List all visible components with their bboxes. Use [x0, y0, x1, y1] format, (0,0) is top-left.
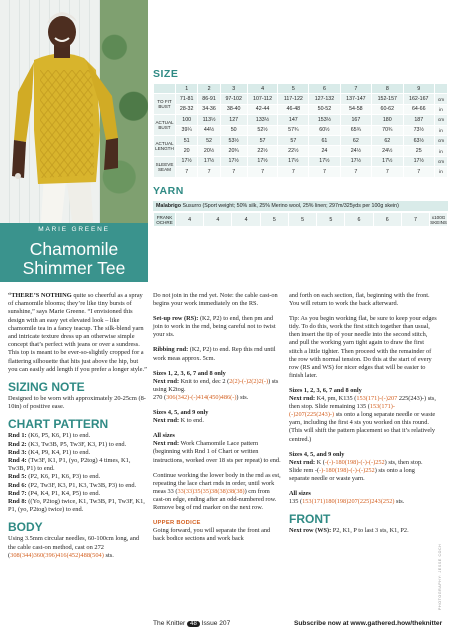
front-heading: FRONT — [289, 512, 331, 527]
table-row: SLEEVE SEAM 17½ 17½ 17½ 17½ 17½ 17½ 17½ 17½ 17½ cm — [154, 156, 448, 166]
paragraph: Continue working the lower body in the rnd as est, repeating the lace chart rnds in order, until work meas 33 (33(33)35(35)38(38)38(38)) cm from cast-on edge, ending after an odd-numbered row. Remove beg of rnd marker on the next row. — [153, 471, 281, 511]
model-photo — [0, 0, 148, 236]
pattern-row: Rnd 2: (K3, Tw3B, P5, Tw3F, K3, P1) to end. — [8, 440, 127, 448]
paragraph: All sizes Next rnd: Work Chamomile Lace pattern (beginning with Rnd 1 of Chart or written instructions, worked over 18 sts per repeat) to end. — [153, 432, 281, 464]
subscribe-link[interactable]: Subscribe now at www.gathered.how/theknitter — [294, 620, 443, 627]
pattern-row: Rnd 3: (K4, P9, K4, P1) to end. — [8, 448, 91, 456]
title-banner — [0, 236, 148, 282]
body-heading: BODY — [8, 520, 43, 535]
instructions-column-2 — [153, 292, 281, 550]
yarn-table — [153, 212, 448, 227]
page-footer — [153, 620, 448, 627]
magazine-name: The Knitter — [153, 620, 186, 627]
pattern-title — [0, 236, 148, 278]
paragraph: Next row (WS): P2, K1, P to last 3 sts, K1, P2. — [289, 527, 409, 535]
upper-bodice-heading: UPPER BODICE — [153, 520, 201, 527]
page-number: 48 — [187, 621, 200, 627]
pattern-row: Rnd 6: (P2, Tw3F, K3, P1, K3, Tw3B, P3) to end. — [8, 481, 137, 489]
paragraph: Going forward, you will separate the front and back bodice sections and work back — [153, 527, 271, 543]
size-number-row: 1 2 3 4 5 6 7 8 9 — [154, 84, 448, 94]
yarn-description: Malabrigo Susurro (Sport weight; 50% silk, 25% Merino wool, 25% linen; 297m/325yds per 100g skein) — [153, 201, 448, 212]
intro-text: quite so cheerful as a spray of chamomile blooms; they’re like tiny bursts of sunshine,” says Marie Greene. “I envisioned this design with an easy yet elevated look – like chamomile tea in a fancy teacup. The silk-blend yarn and intricate texture dress up an otherwise simple concept that’s perfect with jeans or over a sundress. This top is meant to be ever-so-slightly cropped for a flattering silhouette that hits just above the hip, but you can easily add length if you prefer a longer style.” — [8, 292, 147, 373]
sizing-note-heading: SIZING NOTE — [8, 380, 85, 395]
yarn-heading: YARN — [153, 184, 184, 197]
chart-pattern-heading: CHART PATTERN — [8, 417, 109, 432]
pattern-row: Rnd 4: (Tw3F, K1, P1, (yo, P2tog) 4 times, K1, Tw3B, P1) to end. — [8, 457, 131, 473]
paragraph: Set-up row (RS): (K2, P2) to end, then pm and join to work in the rnd, being careful not to twist your sts. — [153, 315, 276, 339]
pattern-row: Rnd 1: (K6, P5, K6, P1) to end. — [8, 432, 91, 440]
body-text: Using 3.5mm circular needles, 60-100cm long, and the cable cast-on method, cast on 272 (308(344)360(396)416(452)488(504) sts. — [8, 535, 140, 559]
paragraph: Sizes 4, 5, and 9 only Next rnd: K to end. — [153, 409, 209, 425]
photo-credit: PHOTOGRAPHY: JESSE COCH — [438, 543, 442, 610]
paragraph: All sizes 135 (153(171)180(198)207(225)243(252) sts. — [289, 489, 405, 506]
intro-paragraph — [8, 292, 148, 374]
paragraph: Sizes 4, 5, and 9 only Next rnd: K (-(-)-180(198)-(-)-(-)252) sts, then stop. Slide rem -(-)-180(198)-(-)-(-)252) sts onto a long separate needle or waste yarn. — [289, 450, 423, 482]
paragraph: Sizes 1, 2, 3, 6, 7 and 8 only Next rnd: K4, pm, K135 (153(171)-(-)207 225(243)-) sts, then stop. Slide remaining 135 (153(171)-(-)207(225(243)-) sts onto a long separate needle or waste yarn, including the first 4 sts you worked on this round. (This will shift the pattern placement so that it’s relatively centred.) — [289, 386, 436, 443]
table-row: ACTUAL BUST 100 113½ 127 133½ 147 153½ 167 180 187 cm — [154, 115, 448, 125]
paragraph: and forth on each section, flat, beginning with the front. You will return to work the back afterward. — [289, 292, 430, 308]
sizing-note-text: Designed to be worn with approximately 20-25cm (8-10in) of positive ease. — [8, 395, 146, 411]
table-row: 20 20½ 20¾ 22½ 22½ 24 24½ 24½ 25 in — [154, 146, 448, 156]
model-figure — [0, 0, 148, 236]
pattern-row: Rnd 7: (P4, K4, P1, K4, P5) to end. — [8, 489, 101, 497]
title-line-2: Shimmer Tee — [22, 258, 126, 278]
intro-lead: “THERE’S NOTHING — [8, 292, 72, 299]
pattern-row: Rnd 5: (P2, K6, P1, K6, P3) to end. — [8, 473, 101, 481]
paragraph: Ribbing rnd: (K2, P2) to end. Rep this rnd until work meas approx. 5cm. — [153, 346, 276, 362]
size-table — [153, 83, 448, 178]
table-row: 28-32 34-36 38-40 42-44 46-48 50-52 54-58 60-62 64-66 in — [154, 104, 448, 114]
designer-credit: MARIE GREENE — [0, 223, 148, 236]
paragraph: Sizes 1, 2, 3, 6, 7 and 8 only Next rnd: Knit to end, dec 2 (2(2)-(-)2(2)2(-)) sts using K2tog. 270 (306(342)-(-)414(450)486(-)) sts. — [153, 369, 279, 401]
issue-number: Issue 207 — [201, 620, 231, 627]
table-row: 7 7 7 7 7 7 7 7 7 in — [154, 167, 448, 177]
table-row: FRANK OCHRE 4 4 4 5 5 5 6 6 7 x100G SKEINS — [154, 213, 448, 227]
left-column — [8, 292, 148, 560]
paragraph: Do not join in the rnd yet. Note: the cable cast-on begins your work immediately on the RS. — [153, 292, 278, 308]
instructions-column-3 — [289, 292, 437, 542]
table-row: ACTUAL LENGTH 51 52 53½ 57 57 61 62 62 63½ cm — [154, 135, 448, 145]
table-row: 39¼ 44½ 50 52½ 57¾ 60½ 65¾ 70¾ 73½ in — [154, 125, 448, 135]
title-line-1: Chamomile — [29, 239, 119, 259]
pattern-row: Rnd 8: ((Yo, P2tog) twice, K1, Tw3B, P1, Tw3F, K1, P1, (yo, P2tog) twice) to end. — [8, 498, 145, 514]
size-yarn-block — [153, 68, 448, 227]
chart-pattern-rows — [8, 432, 148, 514]
table-row: TO FIT BUST 71-81 86-91 97-102 107-112 117-122 127-132 137-147 152-157 162-167 cm — [154, 94, 448, 104]
size-heading: SIZE — [153, 68, 179, 80]
paragraph: Tip: As you begin working flat, be sure to keep your edges tidy. To do this, work the first stitch together than usual, then insert the tip of your needle into the second stitch, and pull the working yarn tight again to draw the first stitch a little tighter. Then proceed with the remainder of the row with normal tension. Do this at the start of every row (RS and WS) for nicer edges that will be easier to finish later. — [289, 315, 437, 379]
